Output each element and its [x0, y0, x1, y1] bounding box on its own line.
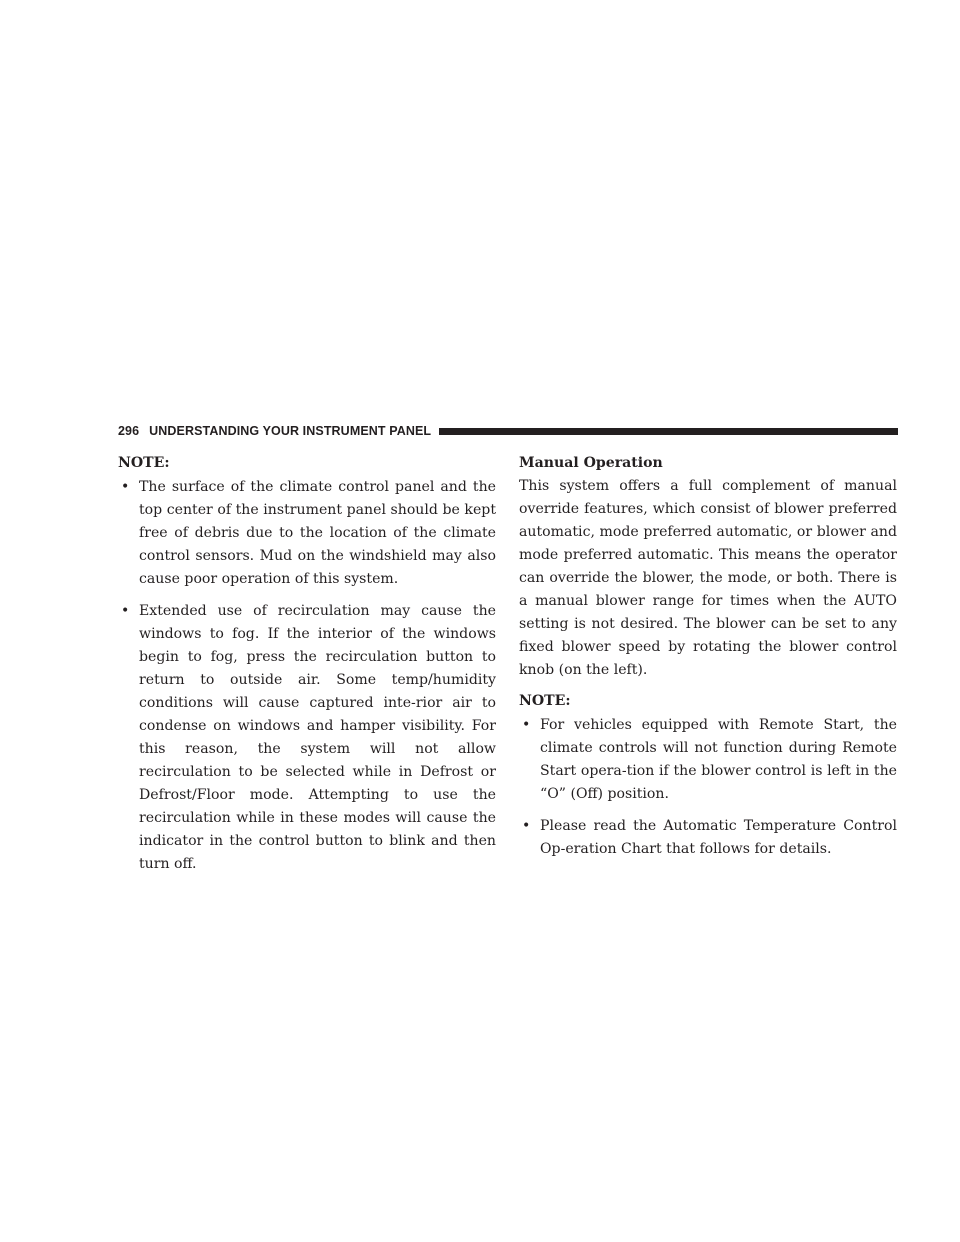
section-title: UNDERSTANDING YOUR INSTRUMENT PANEL: [149, 424, 432, 438]
body-paragraph: This system offers a full complement of manual override features, which consist of blower preferred automatic, mode preferred automatic, or blower and mode preferred automatic. This means the operator can override the blower, the mode, or both. There is a manual blower range for times when the AUTO setting is not desired. The blower can be set to any fixed blower speed by rotating the blower control knob (on the left).: [519, 478, 897, 678]
right-column: [519, 452, 897, 870]
bullet-icon: •: [121, 479, 130, 495]
bullet-text: Please read the Automatic Temperature Control Op-eration Chart that follows for details.: [540, 818, 897, 857]
bullet-text: For vehicles equipped with Remote Start, the climate controls will not function during Remote Start opera-tion if the blower control is left in the “O” (Off) position.: [540, 717, 897, 802]
section-heading: Manual Operation: [519, 455, 663, 471]
list-item: [519, 815, 897, 861]
header-rule: [439, 428, 898, 435]
note-bullet-list: [519, 714, 897, 861]
bullet-icon: •: [522, 717, 531, 733]
bullet-icon: •: [121, 603, 130, 619]
list-item: [519, 714, 897, 806]
page-number: 296: [118, 424, 140, 438]
note-label: NOTE:: [118, 455, 170, 471]
note-bullet-list: [118, 476, 496, 876]
list-item: [118, 600, 496, 876]
page-header: [118, 422, 898, 440]
note-label: NOTE:: [519, 693, 571, 709]
bullet-text: The surface of the climate control panel and the top center of the instrument panel should be kept free of debris due to the location of the climate control sensors. Mud on the windshield may also cause poor operation of this system.: [139, 479, 496, 587]
bullet-text: Extended use of recirculation may cause the windows to fog. If the interior of the windows begin to fog, press the recirculation button to return to outside air. Some temp/humidity conditions will cause captured inte-rior air to condense on windows and hamper visibility. For this reason, the system will not allow recirculation to be selected while in Defrost or Defrost/Floor mode. Attempting to use the recirculation while in these modes will cause the indicator in the control button to blink and then turn off.: [139, 603, 496, 872]
left-column: [118, 452, 496, 885]
list-item: [118, 476, 496, 591]
bullet-icon: •: [522, 818, 531, 834]
